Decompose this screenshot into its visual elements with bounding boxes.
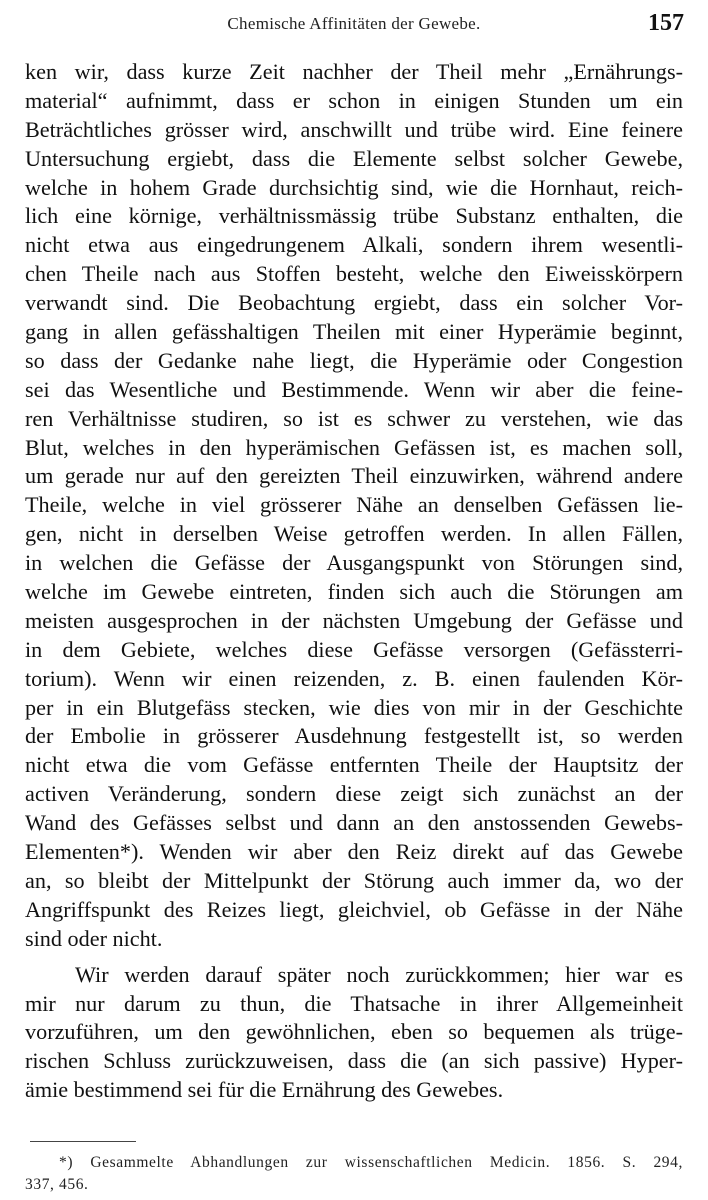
paragraph-1 bbox=[25, 58, 683, 954]
text-line: in welchen die Gefässe der Ausgangspunkt von Störungen sind, bbox=[25, 550, 683, 576]
text-line: so dass der Gedanke nahe liegt, die Hyperämie oder Congestion bbox=[25, 347, 683, 373]
footnote bbox=[25, 1152, 683, 1196]
text-line: ren Verhältnisse studiren, so ist es schwer zu verstehen, wie das bbox=[25, 405, 683, 431]
text-line: welche in hohem Grade durchsichtig sind, wie die Hornhaut, reich- bbox=[25, 174, 683, 200]
running-head bbox=[0, 8, 708, 44]
text-line: der Embolie in grösserer Ausdehnung festgestellt ist, so werden bbox=[25, 723, 683, 749]
page-number: 157 bbox=[648, 10, 684, 36]
body-text bbox=[25, 58, 683, 1105]
text-line: Blut, welches in den hyperämischen Gefässen ist, es machen soll, bbox=[25, 434, 683, 460]
text-line: activen Veränderung, sondern diese zeigt sich zunächst an der bbox=[25, 781, 683, 807]
text-line: nicht etwa die vom Gefässe entfernten Theile der Hauptsitz der bbox=[25, 752, 683, 778]
text-line: rischen Schluss zurückzuweisen, dass die (an sich passive) Hyper- bbox=[25, 1048, 683, 1074]
text-line: verwandt sind. Die Beobachtung ergiebt, dass ein solcher Vor- bbox=[25, 290, 683, 316]
footnote-line: 337, 456. bbox=[25, 1176, 89, 1193]
text-line: lich eine körnige, verhältnissmässig trübe Substanz enthalten, die bbox=[25, 203, 683, 229]
text-line: mir nur darum zu thun, die Thatsache in ihrer Allgemeinheit bbox=[25, 990, 683, 1016]
text-line: per in ein Blutgefäss stecken, wie dies von mir in der Geschichte bbox=[25, 694, 683, 720]
running-title: Chemische Affinitäten der Gewebe. bbox=[227, 14, 481, 33]
text-line: gang in allen gefässhaltigen Theilen mit einer Hyperämie beginnt, bbox=[25, 319, 683, 345]
text-line: Angriffspunkt des Reizes liegt, gleichviel, ob Gefässe in der Nähe bbox=[25, 896, 683, 922]
text-line: in dem Gebiete, welches diese Gefässe versorgen (Gefässterri- bbox=[25, 636, 683, 662]
text-line: sei das Wesentliche und Bestimmende. Wenn wir aber die feine- bbox=[25, 376, 683, 402]
text-line: vorzuführen, um den gewöhnlichen, eben so bequemen als trüge- bbox=[25, 1019, 683, 1045]
text-line: Theile, welche in viel grösserer Nähe an denselben Gefässen lie- bbox=[25, 492, 683, 518]
text-line: um gerade nur auf den gereizten Theil einzuwirken, während andere bbox=[25, 463, 683, 489]
text-line: meisten ausgesprochen in der nächsten Umgebung der Gefässe und bbox=[25, 607, 683, 633]
text-line: ämie bestimmend sei für die Ernährung des Gewebes. bbox=[25, 1077, 504, 1103]
footnote-divider bbox=[30, 1141, 136, 1142]
text-line: Beträchtliches grösser wird, anschwillt und trübe wird. Eine feinere bbox=[25, 116, 683, 142]
text-line: Wir werden darauf später noch zurückkommen; hier war es bbox=[75, 961, 683, 987]
text-line: Elementen*). Wenden wir aber den Reiz direkt auf das Gewebe bbox=[25, 839, 683, 865]
text-line: an, so bleibt der Mittelpunkt der Störung auch immer da, wo der bbox=[25, 867, 683, 893]
text-line: Wand des Gefässes selbst und dann an den anstossenden Gewebs- bbox=[25, 810, 683, 836]
text-line: welche im Gewebe eintreten, finden sich auch die Störungen am bbox=[25, 579, 683, 605]
text-line: torium). Wenn wir einen reizenden, z. B. einen faulenden Kör- bbox=[25, 665, 683, 691]
paragraph-2 bbox=[25, 961, 683, 1105]
text-line: Untersuchung ergiebt, dass die Elemente selbst solcher Gewebe, bbox=[25, 145, 683, 171]
text-line: material“ aufnimmt, dass er schon in einigen Stunden um ein bbox=[25, 87, 683, 113]
text-line: chen Theile nach aus Stoffen besteht, welche den Eiweisskörpern bbox=[25, 261, 683, 287]
text-line: nicht etwa aus eingedrungenem Alkali, sondern ihrem wesentli- bbox=[25, 232, 683, 258]
footnote-line: *) Gesammelte Abhandlungen zur wissenschaftlichen Medicin. 1856. S. 294, bbox=[59, 1154, 683, 1171]
text-line: ken wir, dass kurze Zeit nachher der Theil mehr „Ernährungs- bbox=[25, 59, 683, 84]
text-line: gen, nicht in derselben Weise getroffen werden. In allen Fällen, bbox=[25, 521, 683, 547]
text-line: sind oder nicht. bbox=[25, 925, 163, 951]
paragraph-gap bbox=[25, 954, 683, 961]
